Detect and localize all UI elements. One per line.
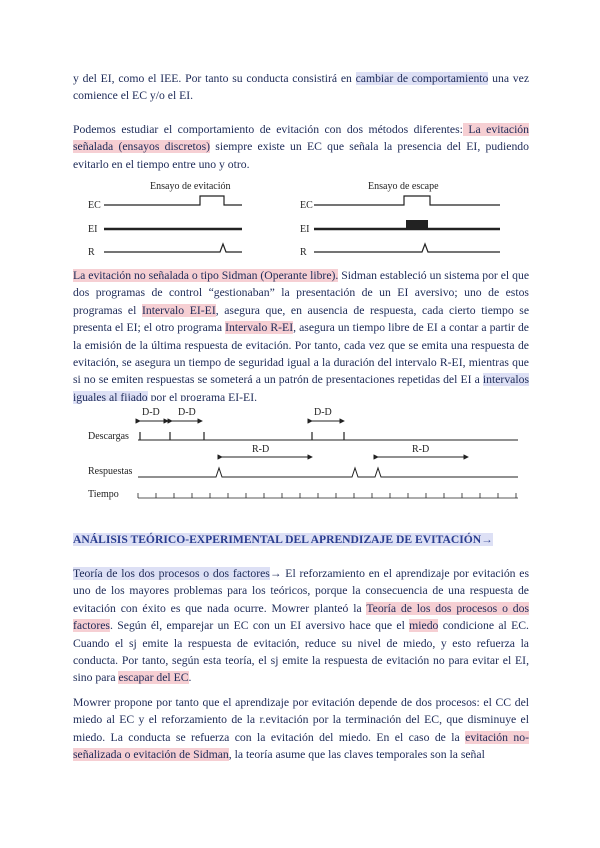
highlight-teoria-red: Teoría de los dos procesos o dos factores [73, 601, 530, 633]
paragraph-methods: Podemos estudiar el comportamiento de evitación con dos métodos diferentes: La evitación señalada (ensayos discretos) siempre existe un EC que señala la presencia del EI, pudiendo evitarlo en el tiempo entre uno y otro. [73, 123, 529, 171]
fig1-right-ec-trace [314, 196, 500, 205]
fig2-dd-label-1: D-D [142, 407, 160, 418]
highlight-escapar: escapar del EC [118, 671, 189, 685]
fig2-row-tiempo: Tiempo [88, 489, 119, 500]
fig2-row-respuestas: Respuestas [88, 466, 133, 477]
highlight-r-ei: Intervalo R-EI [225, 321, 294, 335]
fig2-dd-label-2: D-D [178, 407, 196, 418]
sidman-timing-diagram [82, 401, 522, 511]
fig2-respuestas-trace [138, 468, 518, 477]
fig1-label-r: R [88, 247, 95, 258]
fig2-time-ticks [138, 493, 518, 498]
fig1-label-ec: EC [88, 200, 101, 211]
highlight-teoria-blue: Teoría de los dos procesos o dos factores [73, 567, 270, 580]
fig2-rd-label-2: R-D [412, 444, 430, 455]
highlight-no-senalizada: evitación no-señalizada o evitación de Sidman [73, 730, 529, 762]
paragraph-intro: y del EI, como el IEE. Por tanto su conducta consistirá en cambiar de comportamiento una vez comience el EC y/o el EI. [73, 72, 530, 103]
fig1-right-label-ec: EC [300, 200, 313, 211]
paragraph-two-process-theory: Teoría de los dos procesos o dos factores→ El reforzamiento en el aprendizaje por evitación es uno de los mayores problemas para los teóricos, porque la consecuencia de una respuesta de evitación con éxito es que nada ocurre. Mowrer planteó la Teoría de los dos procesos o dos factores. Según él, emparejar un EC con un EI aversivo hace que el miedo condicione al EC. Cuando el sj emite la respuesta de evitación, reduce su nivel de miedo, y esto refuerza la conducta. Por tanto, según esta teoría, el sj emite la respuesta de evitación no para evitar el EI, sino para escapar del EC. [73, 567, 530, 685]
fig2-dd-label-3: D-D [314, 407, 332, 418]
fig1-left-title: Ensayo de evitación [150, 181, 231, 192]
fig1-right-r-trace [314, 244, 500, 252]
paragraph-mowrer: Mowrer propone por tanto que el aprendizaje por evitación depende de dos procesos: el CC del miedo al EC y el reforzamiento de la r.evitación por la terminación del EC, que disminuye el miedo. La conducta se refuerza con la evitación del miedo. En el caso de la evitación no-señalizada o evitación de Sidman, la teoría asume que las claves temporales son la señal [73, 696, 529, 762]
highlight-intervalos: intervalos iguales al fijado [73, 373, 529, 404]
fig1-right-label-r: R [300, 247, 307, 258]
fig1-right-label-ei: EI [300, 224, 310, 235]
fig1-label-ei: EI [88, 224, 98, 235]
avoidance-escape-diagram [82, 176, 522, 262]
highlight-cambiar: cambiar de comportamiento [355, 72, 489, 85]
fig2-row-descargas: Descargas [88, 431, 129, 442]
fig1-right-title: Ensayo de escape [368, 181, 439, 192]
fig1-left-r-trace [104, 244, 242, 252]
fig1-right-ei-shock [406, 220, 428, 229]
fig1-left-ec-trace [104, 196, 242, 205]
highlight-miedo: miedo [409, 619, 439, 633]
section-heading: ANÁLISIS TEÓRICO-EXPERIMENTAL DEL APRENDIZAJE DE EVITACIÓN→ [73, 533, 493, 546]
highlight-sidman: La evitación no señalada o tipo Sidman (Operante libre). [73, 269, 339, 282]
highlight-evitacion-senalada: La evitación señalada (ensayos discretos) [73, 123, 529, 154]
highlight-ei-ei: Intervalo EI-EI [141, 303, 216, 317]
paragraph-sidman: La evitación no señalada o tipo Sidman (Operante libre). Sidman estableció un sistema por el que dos programas de control “gestionaban” la presentación de un EI aversivo; uno de estos programas el Intervalo EI-EI, asegura que, en ausencia de respuesta, cada cierto tiempo se presenta el EI; el otro programa Intervalo R-EI, asegura un tiempo libre de EI a contar a partir de la emisión de la última respuesta de evitación. Por tanto, cada vez que se emita una respuesta de evitación, se asegura un tiempo de seguridad igual a la duración del intervalo R-EI, mientras que si no se emiten respuestas se someterá a un patrón de presentaciones repetidas del EI a intervalos iguales al fijado por el programa EI-EI. [73, 269, 530, 404]
fig2-rd-label-1: R-D [252, 444, 270, 455]
